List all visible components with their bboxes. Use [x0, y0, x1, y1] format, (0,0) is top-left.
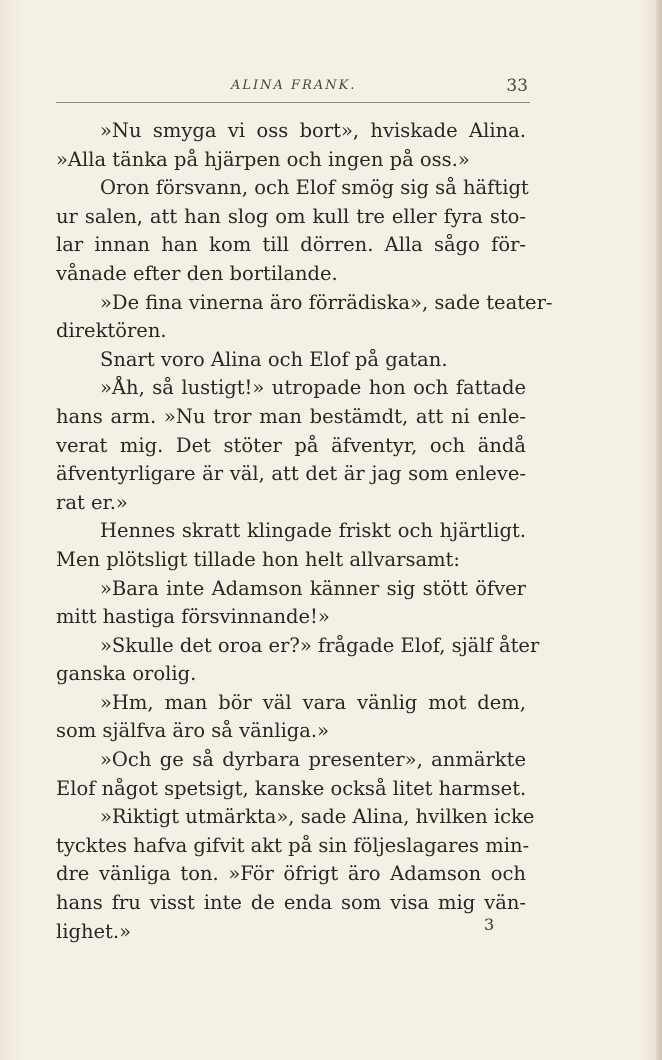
- text-line: verat mig. Det stöter på äfventyr, och ändå: [56, 433, 526, 457]
- text-line: »Hm, man bör väl vara vänlig mot dem,: [100, 690, 526, 714]
- text-line: »Skulle det oroa er?» frågade Elof, själf åter: [100, 633, 540, 657]
- text-line: rat er.»: [56, 490, 128, 514]
- text-line: ganska orolig.: [56, 662, 197, 686]
- text-line: »Bara inte Adamson känner sig stött öfver: [100, 576, 526, 600]
- text-line: Men plötsligt tillade hon helt allvarsamt:: [56, 547, 460, 571]
- text-line: lar innan han kom till dörren. Alla sågo för-: [56, 233, 526, 257]
- text-line: tycktes hafva gifvit akt på sin följeslagares min-: [56, 833, 530, 857]
- text-line: Hennes skratt klingade friskt och hjärtligt.: [100, 519, 526, 543]
- text-line: vånade efter den bortilande.: [56, 261, 338, 285]
- text-line: mitt hastiga försvinnande!»: [56, 605, 330, 629]
- text-line: »Och ge så dyrbara presenter», anmärkte: [100, 748, 526, 772]
- text-line: hans fru visst inte de enda som visa mig vän-: [56, 891, 526, 915]
- text-line: dre vänliga ton. »För öfrigt äro Adamson och: [56, 862, 526, 886]
- text-line: äfventyrligare är väl, att det är jag som enleve-: [56, 462, 526, 486]
- text-line: »Åh, så lustigt!» utropade hon och fattade: [100, 376, 526, 400]
- text-line: Oron försvann, och Elof smög sig så häftigt: [100, 176, 529, 200]
- text-line: som själfva äro så vänliga.»: [56, 719, 330, 743]
- page-number: 33: [506, 76, 528, 96]
- text-line: »Riktigt utmärkta», sade Alina, hvilken icke: [100, 805, 535, 829]
- text-line: Snart voro Alina och Elof på gatan.: [100, 347, 448, 371]
- signature-mark: 3: [484, 915, 495, 934]
- text-line: hans arm. »Nu tror man bestämdt, att ni enle-: [56, 404, 526, 428]
- text-line: »De fina vinerna äro förrädiska», sade teater-: [100, 290, 553, 314]
- text-line: »Nu smyga vi oss bort», hviskade Alina.: [100, 119, 526, 142]
- text-line: »Alla tänka på hjärpen och ingen på oss.»: [56, 147, 470, 171]
- text-line: ur salen, att han slog om kull tre eller fyra sto-: [56, 204, 526, 228]
- page-edge: [656, 0, 662, 1060]
- running-title: ALINA FRANK.: [231, 78, 357, 93]
- text-line: Elof något spetsigt, kanske också litet harmset.: [56, 776, 527, 800]
- text-line: lighet.»: [56, 919, 132, 943]
- text-line: direktören.: [56, 319, 167, 343]
- body-text: [56, 117, 553, 946]
- page-header: [56, 74, 530, 103]
